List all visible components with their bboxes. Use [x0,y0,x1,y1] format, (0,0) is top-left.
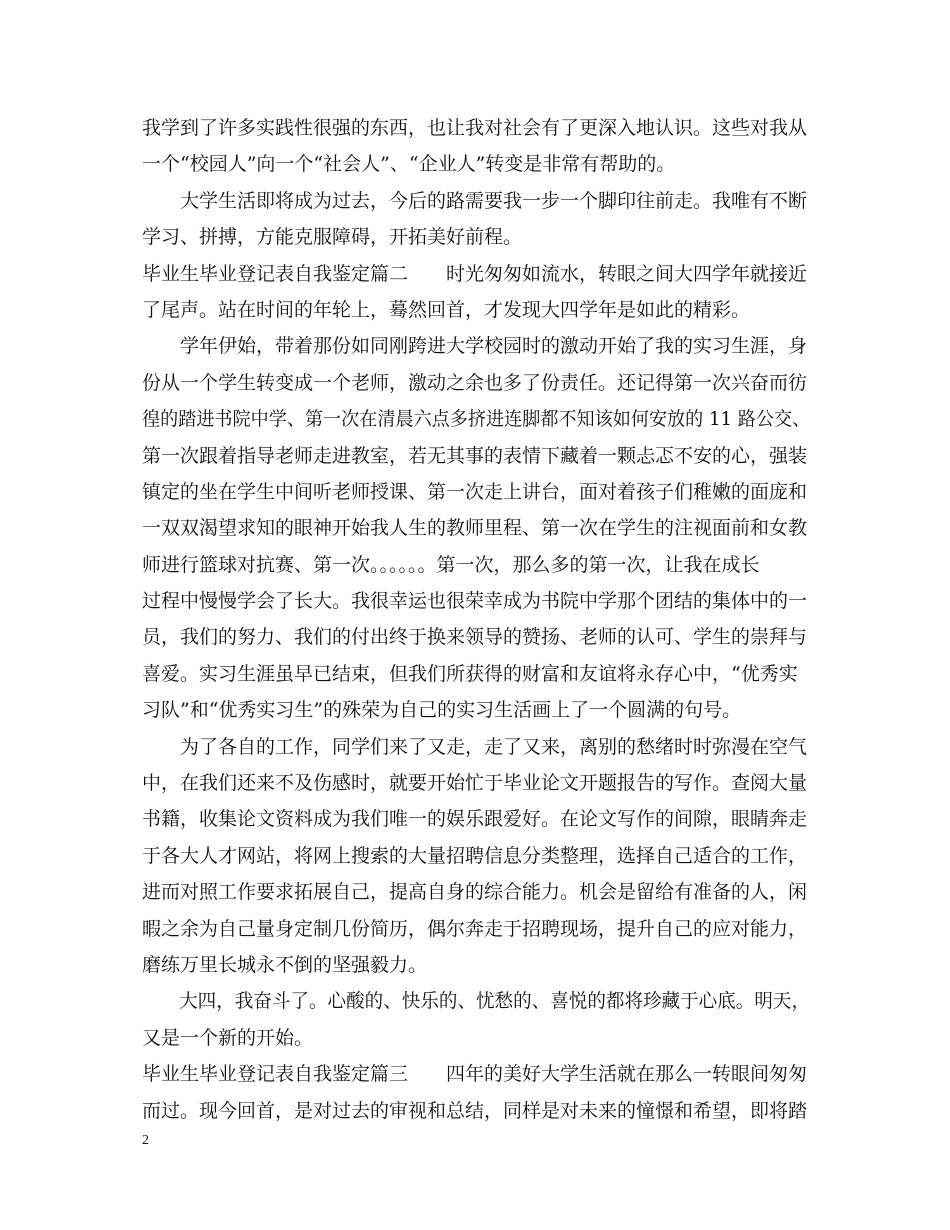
text-line: 于各大人才网站，将网上搜索的大量招聘信息分类整理，选择自己适合的工作， [142,844,808,867]
text-line: 一个“校园人”向一个“社会人”、“企业人”转变是非常有帮助的。 [142,153,676,176]
text-line: 第一次跟着指导老师走进教室，若无其事的表情下藏着一颗忐忑不安的心，强装 [142,444,808,467]
text-line: 大学生活即将成为过去，今后的路需要我一步一个脚印往前走。我唯有不断 [142,189,808,212]
text-line: 徨的踏进书院中学、第一次在清晨六点多挤进连脚都不知该如何安放的 11 路公交、 [142,408,811,431]
text-line: 学习、拼搏，方能克服障碍，开拓美好前程。 [142,226,523,249]
page-number: 2 [142,1133,149,1148]
text-line: 大四，我奋斗了。心酸的、快乐的、忧愁的、喜悦的都将珍藏于心底。明天， [142,990,811,1013]
text-line: 为了各自的工作，同学们来了又走，走了又来，离别的愁绪时时弥漫在空气 [142,735,808,758]
text-line: 学年伊始，带着那份如同刚跨进大学校园时的激动开始了我的实习生涯，身 [142,335,808,358]
text-line: 过程中慢慢学会了长大。我很幸运也很荣幸成为书院中学那个团结的集体中的一 [142,590,808,613]
text-line: 进而对照工作要求拓展自己，提高自身的综合能力。机会是留给有准备的人，闲 [142,881,808,904]
text-line: 师进行篮球对抗赛、第一次。。。。。。第一次，那么多的第一次，让我在成长 [142,553,760,576]
text-line: 而过。现今回首，是对过去的审视和总结，同样是对未来的憧憬和希望，即将踏 [142,1099,808,1122]
text-line: 喜爱。实习生涯虽早已结束，但我们所获得的财富和友谊将永存心中，“优秀实 [142,662,798,685]
text-line: 磨练万里长城永不倒的坚强毅力。 [142,953,428,976]
text-line: 镇定的坐在学生中间听老师授课、第一次走上讲台，面对着孩子们稚嫩的面庞和 [142,480,808,503]
text-line: 又是一个新的开始。 [142,1026,314,1049]
document-body [142,110,810,1129]
text-line: 一双双渴望求知的眼神开始我人生的教师里程、第一次在学生的注视面前和女教 [142,517,808,540]
text-line: 了尾声。站在时间的年轮上，蓦然回首，才发现大四学年是如此的精彩。 [142,298,751,321]
text-line: 习队”和“优秀实习生”的殊荣为自己的实习生活画上了一个圆满的句号。 [142,699,742,722]
text-line: 份从一个学生转变成一个老师，激动之余也多了份责任。还记得第一次兴奋而彷 [142,371,808,394]
text-line: 中，在我们还来不及伤感时，就要开始忙于毕业论文开题报告的写作。查阅大量 [142,772,808,795]
text-line: 员，我们的努力、我们的付出终于换来领导的赞扬、老师的认可、学生的崇拜与 [142,626,808,649]
text-line: 毕业生毕业登记表自我鉴定篇三 四年的美好大学生活就在那么一转眼间匆匆 [142,1063,808,1086]
text-line: 毕业生毕业登记表自我鉴定篇二 时光匆匆如流水，转眼之间大四学年就接近 [142,262,808,285]
text-line: 暇之余为自己量身定制几份简历，偶尔奔走于招聘现场，提升自己的应对能力， [142,917,808,940]
text-line: 书籍，收集论文资料成为我们唯一的娱乐跟爱好。在论文写作的间隙，眼睛奔走 [142,808,808,831]
text-line: 我学到了许多实践性很强的东西，也让我对社会有了更深入地认识。这些对我从 [142,117,808,139]
